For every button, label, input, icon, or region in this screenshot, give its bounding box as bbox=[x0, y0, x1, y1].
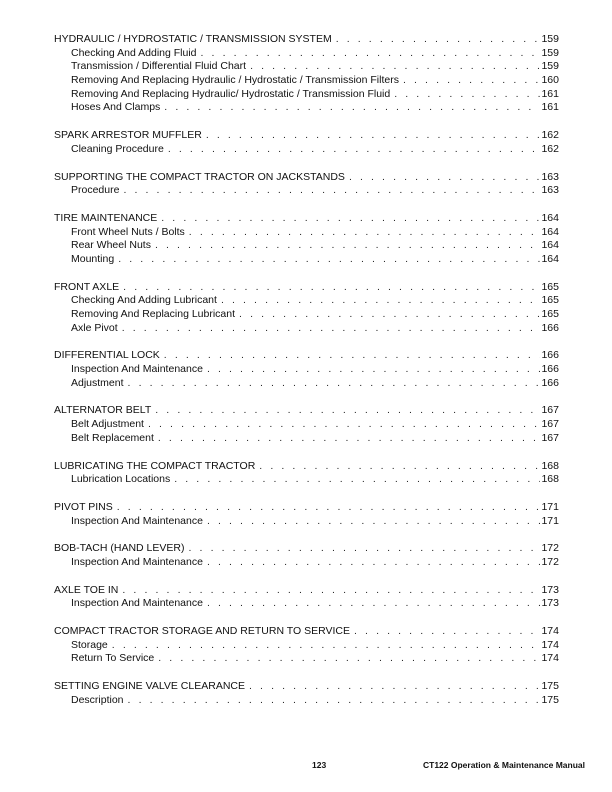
toc-page: 162 bbox=[541, 142, 559, 155]
toc-page: 161 bbox=[541, 101, 559, 114]
toc-subentry[interactable] bbox=[54, 322, 559, 336]
dot-leader bbox=[249, 680, 540, 694]
toc-section bbox=[54, 542, 559, 569]
toc-page: 165 bbox=[541, 308, 559, 320]
dot-leader bbox=[161, 212, 540, 226]
toc-page: 168 bbox=[541, 473, 559, 486]
toc-page: 166 bbox=[541, 321, 559, 334]
toc-subentry[interactable] bbox=[54, 473, 559, 487]
dot-leader bbox=[123, 184, 540, 198]
toc-subentry[interactable] bbox=[54, 639, 559, 653]
toc-page: 159 bbox=[541, 33, 559, 45]
toc-page: 173 bbox=[541, 583, 559, 596]
toc-page: 172 bbox=[541, 542, 559, 555]
dot-leader bbox=[158, 652, 540, 666]
toc-title: ALTERNATOR BELT bbox=[54, 404, 152, 417]
toc-section bbox=[54, 460, 559, 487]
dot-leader bbox=[158, 432, 541, 446]
dot-leader bbox=[112, 639, 541, 653]
toc-section-heading[interactable] bbox=[54, 501, 559, 515]
dot-leader bbox=[259, 460, 540, 474]
toc-section-heading[interactable] bbox=[54, 212, 559, 226]
dot-leader bbox=[336, 33, 541, 47]
toc-page: 174 bbox=[541, 652, 559, 665]
dot-leader bbox=[189, 226, 541, 240]
dot-leader bbox=[164, 101, 540, 115]
dot-leader bbox=[207, 515, 541, 529]
toc-section-heading[interactable] bbox=[54, 680, 559, 694]
page-number: 123 bbox=[312, 760, 327, 770]
toc-page: 166 bbox=[541, 363, 559, 376]
toc-page: 161 bbox=[541, 87, 559, 100]
toc-title: SPARK ARRESTOR MUFFLER bbox=[54, 129, 202, 142]
toc-page: 167 bbox=[541, 404, 559, 417]
toc-page: 174 bbox=[541, 638, 559, 651]
dot-leader bbox=[128, 694, 541, 708]
toc-subentry[interactable] bbox=[54, 418, 559, 432]
toc-section-heading[interactable] bbox=[54, 33, 559, 47]
toc-subentry[interactable] bbox=[54, 47, 559, 61]
toc-page: 165 bbox=[541, 294, 559, 307]
toc-page: 167 bbox=[541, 418, 559, 431]
dot-leader bbox=[394, 88, 540, 102]
toc-page: 171 bbox=[541, 514, 559, 527]
toc-title: Procedure bbox=[71, 184, 120, 197]
toc-title: Lubrication Locations bbox=[71, 473, 171, 486]
toc-title: Description bbox=[71, 693, 124, 706]
page-footer bbox=[0, 760, 612, 774]
dot-leader bbox=[148, 418, 541, 432]
dot-leader bbox=[168, 143, 541, 157]
toc-subentry[interactable] bbox=[54, 363, 559, 377]
toc-title: Checking And Adding Lubricant bbox=[71, 294, 217, 307]
toc-section-heading[interactable] bbox=[54, 625, 559, 639]
toc-subentry[interactable] bbox=[54, 253, 559, 267]
toc-page: 165 bbox=[541, 280, 559, 293]
toc-title: COMPACT TRACTOR STORAGE AND RETURN TO SERVICE bbox=[54, 625, 350, 637]
dot-leader bbox=[189, 542, 541, 556]
dot-leader bbox=[221, 294, 541, 308]
table-of-contents bbox=[54, 33, 559, 721]
toc-page: 164 bbox=[541, 252, 559, 265]
toc-title: Hoses And Clamps bbox=[71, 101, 161, 114]
toc-page: 173 bbox=[541, 597, 559, 610]
toc-section bbox=[54, 625, 559, 666]
toc-page: 162 bbox=[541, 129, 559, 142]
toc-title: FRONT AXLE bbox=[54, 280, 120, 293]
toc-section bbox=[54, 129, 559, 156]
toc-subentry[interactable] bbox=[54, 308, 559, 322]
toc-title: Mounting bbox=[71, 252, 115, 265]
toc-section-heading[interactable] bbox=[54, 460, 559, 474]
toc-subentry[interactable] bbox=[54, 184, 559, 198]
toc-section-heading[interactable] bbox=[54, 129, 559, 143]
toc-section bbox=[54, 349, 559, 390]
toc-subentry[interactable] bbox=[54, 432, 559, 446]
toc-title: Axle Pivot bbox=[71, 321, 118, 334]
toc-page: 164 bbox=[541, 211, 559, 224]
toc-subentry[interactable] bbox=[54, 652, 559, 666]
toc-section bbox=[54, 33, 559, 115]
toc-title: Front Wheel Nuts / Bolts bbox=[71, 225, 185, 238]
toc-page: 159 bbox=[541, 60, 559, 73]
toc-subentry[interactable] bbox=[54, 294, 559, 308]
toc-section-heading[interactable] bbox=[54, 349, 559, 363]
dot-leader bbox=[164, 349, 541, 363]
toc-title: Adjustment bbox=[71, 376, 124, 389]
toc-title: Checking And Adding Fluid bbox=[71, 46, 197, 59]
toc-subentry[interactable] bbox=[54, 143, 559, 157]
toc-page: 159 bbox=[541, 46, 559, 59]
toc-title: Removing And Replacing Hydraulic / Hydrostatic / Transmission Filters bbox=[71, 74, 399, 87]
toc-title: AXLE TOE IN bbox=[54, 583, 119, 596]
dot-leader bbox=[117, 501, 541, 515]
toc-page: 168 bbox=[541, 459, 559, 472]
toc-page: 172 bbox=[541, 555, 559, 568]
toc-subentry[interactable] bbox=[54, 88, 559, 102]
toc-title: Belt Adjustment bbox=[71, 418, 144, 431]
toc-page: 167 bbox=[541, 431, 559, 444]
toc-section bbox=[54, 501, 559, 528]
dot-leader bbox=[128, 377, 541, 391]
dot-leader bbox=[207, 556, 541, 570]
toc-page: 174 bbox=[541, 625, 559, 637]
toc-page: 164 bbox=[541, 225, 559, 238]
toc-subentry[interactable] bbox=[54, 74, 559, 88]
toc-page: 164 bbox=[541, 239, 559, 252]
toc-title: TIRE MAINTENANCE bbox=[54, 211, 158, 224]
dot-leader bbox=[155, 239, 541, 253]
toc-title: SUPPORTING THE COMPACT TRACTOR ON JACKSTANDS bbox=[54, 170, 345, 183]
toc-page: 160 bbox=[541, 74, 559, 87]
dot-leader bbox=[250, 60, 540, 74]
dot-leader bbox=[239, 308, 540, 322]
toc-section-heading[interactable] bbox=[54, 281, 559, 295]
toc-title: SETTING ENGINE VALVE CLEARANCE bbox=[54, 680, 245, 693]
toc-section-heading[interactable] bbox=[54, 542, 559, 556]
toc-subentry[interactable] bbox=[54, 60, 559, 74]
toc-subentry[interactable] bbox=[54, 556, 559, 570]
dot-leader bbox=[207, 597, 541, 611]
toc-title: Removing And Replacing Lubricant bbox=[71, 308, 236, 320]
toc-page: 163 bbox=[541, 170, 559, 183]
toc-subentry[interactable] bbox=[54, 239, 559, 253]
toc-title: Return To Service bbox=[71, 652, 155, 665]
toc-section bbox=[54, 212, 559, 267]
toc-subentry[interactable] bbox=[54, 694, 559, 708]
toc-title: PIVOT PINS bbox=[54, 500, 113, 513]
toc-subentry[interactable] bbox=[54, 515, 559, 529]
dot-leader bbox=[118, 253, 540, 267]
toc-subentry[interactable] bbox=[54, 226, 559, 240]
toc-section-heading[interactable] bbox=[54, 171, 559, 185]
toc-title: Cleaning Procedure bbox=[71, 142, 164, 155]
dot-leader bbox=[122, 322, 541, 336]
toc-title: Rear Wheel Nuts bbox=[71, 239, 151, 252]
dot-leader bbox=[207, 363, 541, 377]
dot-leader bbox=[403, 74, 541, 88]
toc-page: 166 bbox=[541, 349, 559, 362]
toc-section bbox=[54, 584, 559, 611]
toc-page: 166 bbox=[541, 376, 559, 389]
toc-section bbox=[54, 281, 559, 336]
toc-title: Belt Replacement bbox=[71, 431, 154, 444]
manual-title: CT122 Operation & Maintenance Manual bbox=[422, 760, 585, 770]
toc-page: 171 bbox=[541, 500, 559, 513]
toc-title: BOB-TACH (HAND LEVER) bbox=[54, 542, 185, 555]
toc-subentry[interactable] bbox=[54, 101, 559, 115]
toc-title: DIFFERENTIAL LOCK bbox=[54, 349, 160, 362]
dot-leader bbox=[122, 584, 540, 598]
toc-title: HYDRAULIC / HYDROSTATIC / TRANSMISSION SYSTEM bbox=[54, 33, 332, 45]
toc-title: Transmission / Differential Fluid Chart bbox=[71, 60, 247, 73]
toc-title: LUBRICATING THE COMPACT TRACTOR bbox=[54, 459, 256, 472]
toc-title: Inspection And Maintenance bbox=[71, 555, 203, 568]
toc-section bbox=[54, 171, 559, 198]
dot-leader bbox=[155, 404, 540, 418]
toc-title: Inspection And Maintenance bbox=[71, 514, 203, 527]
toc-subentry[interactable] bbox=[54, 377, 559, 391]
dot-leader bbox=[349, 171, 541, 185]
toc-page: 175 bbox=[541, 680, 559, 693]
dot-leader bbox=[123, 281, 540, 295]
toc-title: Inspection And Maintenance bbox=[71, 597, 203, 610]
dot-leader bbox=[174, 473, 540, 487]
dot-leader bbox=[354, 625, 540, 639]
toc-title: Storage bbox=[71, 638, 108, 651]
toc-section-heading[interactable] bbox=[54, 404, 559, 418]
dot-leader bbox=[201, 47, 541, 61]
toc-page: 175 bbox=[541, 693, 559, 706]
toc-subentry[interactable] bbox=[54, 597, 559, 611]
toc-title: Inspection And Maintenance bbox=[71, 363, 203, 376]
toc-section bbox=[54, 404, 559, 445]
toc-title: Removing And Replacing Hydraulic/ Hydrostatic / Transmission Fluid bbox=[71, 87, 391, 100]
toc-page: 163 bbox=[541, 184, 559, 197]
toc-section-heading[interactable] bbox=[54, 584, 559, 598]
toc-section bbox=[54, 680, 559, 707]
dot-leader bbox=[206, 129, 541, 143]
